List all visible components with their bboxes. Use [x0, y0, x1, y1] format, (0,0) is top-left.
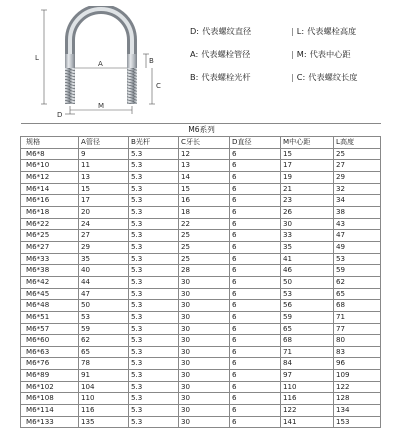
table-cell: M6*25: [21, 230, 79, 242]
table-cell: M6*38: [21, 265, 79, 277]
label-m: M: [98, 102, 105, 110]
table-cell: 35: [281, 241, 334, 253]
table-row: [21, 416, 381, 428]
table-cell: 5.3: [129, 346, 179, 358]
table-row: [21, 311, 381, 323]
table-cell: 15: [179, 183, 230, 195]
table-cell: 135: [79, 416, 129, 428]
table-cell: 65: [79, 346, 129, 358]
table-cell: 104: [79, 381, 129, 393]
table-cell: 59: [334, 265, 381, 277]
table-cell: 35: [79, 253, 129, 265]
table-cell: 38: [334, 206, 381, 218]
table-cell: 6: [230, 253, 281, 265]
table-cell: M6*63: [21, 346, 79, 358]
table-cell: 5.3: [129, 253, 179, 265]
table-cell: M6*14: [21, 183, 79, 195]
table-cell: 30: [179, 311, 230, 323]
table-cell: 6: [230, 393, 281, 405]
table-cell: 41: [281, 253, 334, 265]
table-cell: 6: [230, 300, 281, 312]
table-row: [21, 300, 381, 312]
table-cell: 5.3: [129, 206, 179, 218]
table-cell: 6: [230, 276, 281, 288]
table-cell: 5.3: [129, 171, 179, 183]
table-cell: 141: [281, 416, 334, 428]
table-cell: 26: [281, 206, 334, 218]
table-cell: M6*42: [21, 276, 79, 288]
table-cell: 6: [230, 265, 281, 277]
table-cell: 116: [79, 405, 129, 417]
table-cell: M6*76: [21, 358, 79, 370]
u-bolt-diagram: [30, 6, 180, 118]
label-d: D: [57, 111, 63, 118]
table-cell: 5.3: [129, 323, 179, 335]
table-cell: 30: [179, 393, 230, 405]
table-cell: 30: [281, 218, 334, 230]
table-cell: M6*89: [21, 370, 79, 382]
table-row: [21, 346, 381, 358]
table-cell: 5.3: [129, 148, 179, 160]
table-cell: 6: [230, 311, 281, 323]
table-cell: M6*33: [21, 253, 79, 265]
table-row: [21, 183, 381, 195]
column-header: C牙长: [179, 137, 230, 149]
table-caption: M6系列: [21, 124, 381, 137]
spec-table: [20, 123, 381, 428]
table-cell: 53: [334, 253, 381, 265]
label-b: B: [149, 57, 154, 65]
table-cell: M6*51: [21, 311, 79, 323]
table-cell: 27: [334, 160, 381, 172]
table-cell: 49: [334, 241, 381, 253]
table-cell: 30: [179, 381, 230, 393]
table-cell: 40: [79, 265, 129, 277]
table-cell: 30: [179, 276, 230, 288]
table-cell: 53: [79, 311, 129, 323]
table-cell: 6: [230, 195, 281, 207]
table-row: [21, 218, 381, 230]
table-cell: M6*10: [21, 160, 79, 172]
column-header: M中心距: [281, 137, 334, 149]
table-cell: 30: [179, 370, 230, 382]
table-cell: 30: [179, 346, 230, 358]
table-cell: 19: [281, 171, 334, 183]
table-cell: 34: [334, 195, 381, 207]
table-cell: 6: [230, 370, 281, 382]
table-cell: 5.3: [129, 416, 179, 428]
table-cell: 5.3: [129, 183, 179, 195]
table-cell: 28: [179, 265, 230, 277]
table-cell: 30: [179, 405, 230, 417]
table-cell: 122: [334, 381, 381, 393]
table-cell: 46: [281, 265, 334, 277]
table-cell: 6: [230, 335, 281, 347]
table-cell: 20: [79, 206, 129, 218]
table-cell: 50: [79, 300, 129, 312]
table-cell: 15: [79, 183, 129, 195]
table-cell: 24: [79, 218, 129, 230]
table-cell: 5.3: [129, 276, 179, 288]
table-cell: M6*12: [21, 171, 79, 183]
table-cell: 17: [79, 195, 129, 207]
left-shank: [65, 54, 75, 68]
table-cell: 68: [334, 300, 381, 312]
table-cell: 22: [179, 218, 230, 230]
table-cell: 153: [334, 416, 381, 428]
table-row: [21, 323, 381, 335]
table-cell: 6: [230, 323, 281, 335]
spec-header: [0, 0, 400, 122]
table-cell: 6: [230, 381, 281, 393]
table-row: [21, 160, 381, 172]
table-row: [21, 241, 381, 253]
table-header-row: [21, 137, 381, 149]
table-cell: 14: [179, 171, 230, 183]
table-cell: 96: [334, 358, 381, 370]
table-cell: 5.3: [129, 265, 179, 277]
table-cell: M6*45: [21, 288, 79, 300]
right-thread: [127, 68, 137, 104]
table-cell: 134: [334, 405, 381, 417]
table-cell: 6: [230, 346, 281, 358]
table-cell: 13: [79, 171, 129, 183]
table-cell: M6*114: [21, 405, 79, 417]
table-cell: 6: [230, 358, 281, 370]
column-header: L高度: [334, 137, 381, 149]
column-header: D直径: [230, 137, 281, 149]
table-cell: 16: [179, 195, 230, 207]
table-cell: 21: [281, 183, 334, 195]
table-cell: 65: [281, 323, 334, 335]
table-cell: 68: [281, 335, 334, 347]
legend-item: | M: 代表中心距: [291, 49, 351, 59]
table-cell: 25: [179, 253, 230, 265]
table-row: [21, 381, 381, 393]
table-cell: 43: [334, 218, 381, 230]
table-cell: 30: [179, 323, 230, 335]
table-cell: 6: [230, 206, 281, 218]
table-cell: 6: [230, 241, 281, 253]
table-cell: 32: [334, 183, 381, 195]
table-cell: M6*102: [21, 381, 79, 393]
table-cell: 6: [230, 171, 281, 183]
table-cell: 5.3: [129, 370, 179, 382]
table-row: [21, 393, 381, 405]
table-cell: 71: [334, 311, 381, 323]
table-cell: 80: [334, 335, 381, 347]
table-cell: M6*16: [21, 195, 79, 207]
table-row: [21, 206, 381, 218]
table-row: [21, 358, 381, 370]
table-cell: 53: [281, 288, 334, 300]
table-cell: M6*133: [21, 416, 79, 428]
table-row: [21, 288, 381, 300]
table-cell: 18: [179, 206, 230, 218]
legend-item: | L: 代表螺栓高度: [291, 26, 357, 36]
table-cell: 30: [179, 358, 230, 370]
table-cell: 5.3: [129, 358, 179, 370]
table-cell: 30: [179, 288, 230, 300]
spec-table-container: [20, 123, 380, 428]
table-cell: 77: [334, 323, 381, 335]
table-cell: 62: [334, 276, 381, 288]
table-cell: 83: [334, 346, 381, 358]
table-cell: 5.3: [129, 300, 179, 312]
column-header: A管径: [79, 137, 129, 149]
table-cell: 5.3: [129, 195, 179, 207]
table-cell: 6: [230, 218, 281, 230]
table-cell: M6*60: [21, 335, 79, 347]
table-cell: 30: [179, 300, 230, 312]
table-cell: M6*27: [21, 241, 79, 253]
table-cell: 56: [281, 300, 334, 312]
table-cell: 110: [281, 381, 334, 393]
table-cell: 122: [281, 405, 334, 417]
table-cell: 25: [179, 230, 230, 242]
table-row: [21, 370, 381, 382]
left-thread: [65, 68, 75, 104]
table-cell: 29: [334, 171, 381, 183]
table-cell: 6: [230, 160, 281, 172]
table-row: [21, 195, 381, 207]
table-row: [21, 253, 381, 265]
table-cell: M6*108: [21, 393, 79, 405]
table-cell: 5.3: [129, 335, 179, 347]
table-cell: 17: [281, 160, 334, 172]
legend-item: D: 代表螺纹直径: [190, 26, 252, 36]
table-cell: 6: [230, 183, 281, 195]
legend-item: A: 代表螺栓管径: [190, 49, 251, 59]
table-cell: 6: [230, 405, 281, 417]
table-row: [21, 335, 381, 347]
table-cell: 29: [79, 241, 129, 253]
table-cell: 59: [281, 311, 334, 323]
table-cell: 33: [281, 230, 334, 242]
table-cell: 5.3: [129, 288, 179, 300]
table-cell: 84: [281, 358, 334, 370]
table-cell: 23: [281, 195, 334, 207]
legend-item: B: 代表螺栓光杆: [190, 72, 251, 82]
table-body: [21, 148, 381, 428]
label-l: L: [35, 54, 39, 62]
column-header: B光杆: [129, 137, 179, 149]
table-cell: 27: [79, 230, 129, 242]
table-cell: 91: [79, 370, 129, 382]
table-cell: 6: [230, 148, 281, 160]
legend-item: | C: 代表螺纹长度: [291, 72, 358, 82]
table-cell: 44: [79, 276, 129, 288]
table-cell: 15: [281, 148, 334, 160]
table-cell: 12: [179, 148, 230, 160]
table-row: [21, 148, 381, 160]
table-row: [21, 405, 381, 417]
table-cell: 5.3: [129, 241, 179, 253]
table-row: [21, 276, 381, 288]
table-cell: M6*57: [21, 323, 79, 335]
table-cell: 25: [179, 241, 230, 253]
table-cell: 5.3: [129, 230, 179, 242]
table-cell: M6*8: [21, 148, 79, 160]
table-cell: M6*48: [21, 300, 79, 312]
table-cell: 30: [179, 335, 230, 347]
table-cell: 11: [79, 160, 129, 172]
table-cell: 47: [334, 230, 381, 242]
table-cell: 5.3: [129, 160, 179, 172]
table-cell: 50: [281, 276, 334, 288]
table-cell: 9: [79, 148, 129, 160]
table-cell: 71: [281, 346, 334, 358]
table-cell: 5.3: [129, 218, 179, 230]
table-cell: 128: [334, 393, 381, 405]
label-c: C: [156, 82, 161, 90]
table-cell: 6: [230, 230, 281, 242]
table-cell: 25: [334, 148, 381, 160]
table-cell: 65: [334, 288, 381, 300]
table-cell: M6*22: [21, 218, 79, 230]
table-cell: M6*18: [21, 206, 79, 218]
table-row: [21, 265, 381, 277]
table-cell: 110: [79, 393, 129, 405]
label-a: A: [98, 60, 103, 68]
right-shank: [127, 54, 137, 68]
table-cell: 78: [79, 358, 129, 370]
table-cell: 5.3: [129, 393, 179, 405]
table-caption-row: [21, 124, 381, 137]
table-cell: 5.3: [129, 381, 179, 393]
table-cell: 109: [334, 370, 381, 382]
table-cell: 116: [281, 393, 334, 405]
table-cell: 6: [230, 416, 281, 428]
legend: [190, 26, 395, 94]
table-cell: 5.3: [129, 311, 179, 323]
table-row: [21, 171, 381, 183]
column-header: 规格: [21, 137, 79, 149]
table-cell: 47: [79, 288, 129, 300]
table-cell: 59: [79, 323, 129, 335]
table-cell: 6: [230, 288, 281, 300]
table-cell: 30: [179, 416, 230, 428]
table-cell: 13: [179, 160, 230, 172]
table-cell: 62: [79, 335, 129, 347]
table-row: [21, 230, 381, 242]
table-cell: 97: [281, 370, 334, 382]
table-cell: 5.3: [129, 405, 179, 417]
